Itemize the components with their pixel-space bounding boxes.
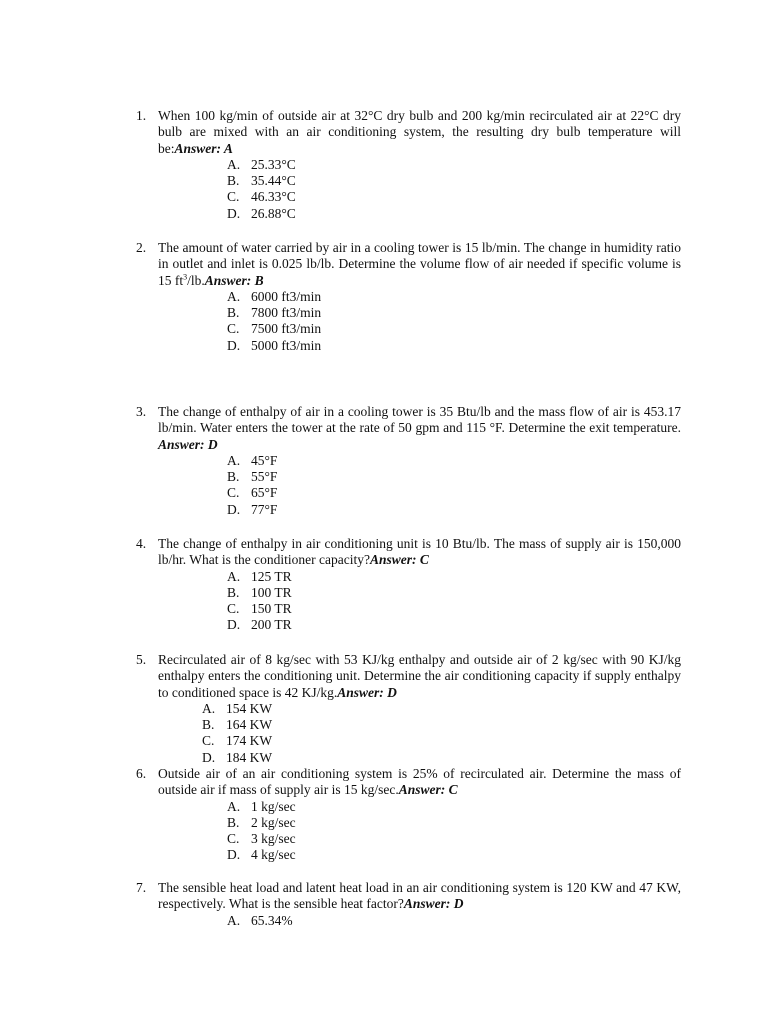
- question-number: 1.: [136, 108, 147, 123]
- question-7: [136, 880, 681, 929]
- choice-b: B. 55°F: [227, 469, 278, 485]
- question-number: 2.: [136, 240, 147, 255]
- question-text: The sensible heat load and latent heat load in an air conditioning system is 120 KW and 47 KW, respectively. What is the sensible heat factor?Answer: D: [158, 880, 681, 912]
- question-number: 6.: [136, 766, 147, 781]
- question-text: Recirculated air of 8 kg/sec with 53 KJ/kg enthalpy and outside air of 2 kg/sec with 90 KJ/kg enthalpy enters the conditioning unit. Determine the air conditioning capacity if supply enthalpy to conditioned space is 42 KJ/kg.Answer: D: [158, 652, 681, 700]
- choice-d: D. 184 KW: [202, 749, 273, 765]
- choice-b: B. 164 KW: [202, 717, 273, 733]
- choice-c: C. 65°F: [227, 485, 278, 501]
- choice-b: B. 100 TR: [227, 584, 292, 600]
- choice-b: B. 2 kg/sec: [227, 814, 296, 830]
- choice-list: [202, 701, 681, 766]
- choice-d: D. 5000 ft3/min: [227, 337, 322, 353]
- question-4: [136, 536, 681, 634]
- choice-d: D. 77°F: [227, 501, 278, 517]
- choice-list: [227, 289, 681, 354]
- question-text: The change of enthalpy of air in a cooling tower is 35 Btu/lb and the mass flow of air is 453.17 lb/min. Water enters the tower at the rate of 50 gpm and 115 °F. Determine the exit temperature. Answer: D: [158, 404, 681, 452]
- answer-key: Answer: D: [158, 436, 218, 452]
- choice-a: A. 125 TR: [227, 568, 292, 584]
- question-6: [136, 766, 681, 864]
- answer-key: Answer: C: [369, 552, 429, 568]
- question-2: [136, 240, 681, 354]
- choice-list: [227, 799, 681, 864]
- answer-key: Answer: D: [403, 896, 464, 912]
- answer-key: Answer: C: [398, 782, 458, 798]
- choice-c: C. 174 KW: [202, 733, 273, 749]
- question-text: Outside air of an air conditioning system is 25% of recirculated air. Determine the mass of outside air if mass of supply air is 15 kg/sec.Answer: C: [158, 766, 681, 798]
- question-number: 4.: [136, 536, 147, 551]
- choice-list: [227, 157, 681, 222]
- choice-list: [227, 453, 681, 518]
- choice-list: [227, 569, 681, 634]
- choice-c: C. 7500 ft3/min: [227, 321, 322, 337]
- choice-a: A. 154 KW: [202, 700, 273, 716]
- answer-key: Answer: A: [174, 140, 233, 156]
- choice-c: C. 3 kg/sec: [227, 831, 296, 847]
- choice-c: C. 150 TR: [227, 601, 292, 617]
- question-text: The amount of water carried by air in a cooling tower is 15 lb/min. The change in humidity ratio in outlet and inlet is 0.025 lb/lb. Determine the volume flow of air needed if specific volume is 15 $ft^3/lb.Answer$: B: [158, 240, 681, 288]
- choice-a: A. 6000 ft3/min: [227, 288, 322, 304]
- choice-c: C. 46.33°C: [227, 189, 296, 205]
- answer-key: Answer: B: [204, 272, 264, 288]
- choice-a: A. 1 kg/sec: [227, 798, 296, 814]
- choice-a: A. 45°F: [227, 452, 278, 468]
- choice-b: B. 7800 ft3/min: [227, 305, 322, 321]
- answer-key: Answer: D: [337, 684, 397, 700]
- question-number: 3.: [136, 404, 147, 419]
- question-5: [136, 652, 681, 766]
- choice-d: D. 4 kg/sec: [227, 847, 296, 863]
- choice-list: [227, 913, 681, 929]
- choice-d: D. 26.88°C: [227, 205, 296, 221]
- choice-d: D. 200 TR: [227, 617, 292, 633]
- choice-a: A. 25.33°C: [227, 156, 296, 172]
- question-1: [136, 108, 681, 222]
- choice-a: A. 65.34%: [227, 912, 293, 928]
- question-number: 5.: [136, 652, 147, 667]
- question-text: When 100 kg/min of outside air at 32°C dry bulb and 200 kg/min recirculated air at 22°C dry bulb are mixed with an air conditioning system, the resulting dry bulb temperature will be:Answer: A: [158, 108, 681, 156]
- question-text: The change of enthalpy in air conditioning unit is 10 Btu/lb. The mass of supply air is 150,000 lb/hr. What is the conditioner capacity?Answer: C: [158, 536, 681, 568]
- question-3: [136, 404, 681, 518]
- choice-b: B. 35.44°C: [227, 173, 296, 189]
- question-number: 7.: [136, 880, 147, 895]
